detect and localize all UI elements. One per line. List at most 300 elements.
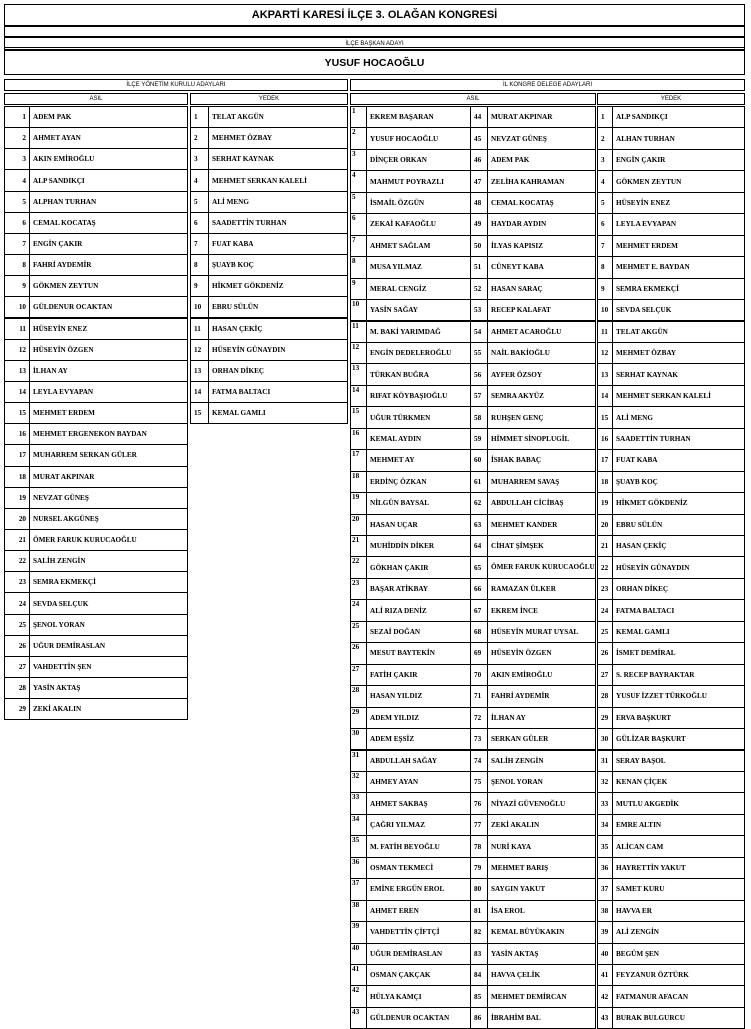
candidate-name: ŞENOL YORAN	[29, 614, 188, 636]
president-caption: İLÇE BAŞKAN ADAYI	[4, 37, 745, 50]
row-number: 37	[350, 878, 367, 900]
candidate-name: M. FATİH BEYOĞLU	[366, 835, 471, 857]
candidate-name: İSHAK BABAÇ	[487, 449, 596, 471]
candidate-name: ŞENOL YORAN	[487, 771, 596, 793]
candidate-name: HAVVA ER	[612, 900, 745, 922]
candidate-name: FEYZANUR ÖZTÜRK	[612, 964, 745, 986]
row-number: 64	[470, 535, 488, 557]
candidate-name: SERAY BAŞOL	[612, 750, 745, 772]
row-number: 19	[350, 492, 367, 514]
row-number: 15	[350, 406, 367, 428]
row-number: 83	[470, 943, 488, 965]
candidate-name: İLHAN AY	[487, 707, 596, 729]
candidate-name: FAHRİ AYDEMİR	[487, 685, 596, 707]
row-number: 6	[4, 212, 30, 234]
row-number: 70	[470, 664, 488, 686]
row-number: 38	[350, 900, 367, 922]
row-number: 35	[350, 835, 367, 857]
row-number: 8	[190, 254, 209, 276]
row-number: 41	[597, 964, 613, 986]
row-number: 23	[350, 578, 367, 600]
row-number: 1	[4, 106, 30, 128]
candidate-name: AYFER ÖZSOY	[487, 363, 596, 385]
row-number: 28	[597, 685, 613, 707]
row-number: 10	[190, 296, 209, 318]
candidate-name: KEMAL BÜYÜKAKIN	[487, 921, 596, 943]
candidate-name: SERHAT KAYNAK	[208, 148, 348, 170]
candidate-name: MUHİDDİN DİKER	[366, 535, 471, 557]
candidate-name: FUAT KABA	[612, 449, 745, 471]
candidate-name: HÜSEYİN ENEZ	[612, 192, 745, 214]
candidate-name: ENGİN ÇAKIR	[29, 233, 188, 255]
candidate-name: ŞUAYB KOÇ	[612, 471, 745, 493]
candidate-name: ÖMER FARUK KURUCAOĞLU	[487, 556, 596, 578]
candidate-name: RAMAZAN ÜLKER	[487, 578, 596, 600]
row-number: 13	[597, 363, 613, 385]
candidate-name: HASAN SARAÇ	[487, 278, 596, 300]
row-number: 38	[597, 900, 613, 922]
row-number: 67	[470, 599, 488, 621]
row-number: 35	[597, 835, 613, 857]
row-number: 23	[597, 578, 613, 600]
candidate-name: TELAT AKGÜN	[208, 106, 348, 128]
row-number: 11	[350, 321, 367, 343]
row-number: 33	[350, 792, 367, 814]
candidate-name: KEMAL AYDIN	[366, 428, 471, 450]
candidate-name: İSMET DEMİRAL	[612, 642, 745, 664]
candidate-name: GÖKMEN ZEYTUN	[612, 170, 745, 192]
candidate-name: VAHDETTİN ÇİFTÇİ	[366, 921, 471, 943]
row-number: 86	[470, 1007, 488, 1029]
row-number: 21	[597, 535, 613, 557]
row-number: 71	[470, 685, 488, 707]
row-number: 24	[4, 592, 30, 614]
row-number: 21	[4, 529, 30, 551]
candidate-name: HAYDAR AYDIN	[487, 213, 596, 235]
row-number: 19	[597, 492, 613, 514]
row-number: 30	[350, 728, 367, 750]
row-number: 5	[597, 192, 613, 214]
candidate-name: MEHMET E. BAYDAN	[612, 256, 745, 278]
candidate-name: HÜSEYİN ÖZGEN	[487, 642, 596, 664]
candidate-name: FATİH ÇAKIR	[366, 664, 471, 686]
row-number: 44	[470, 106, 488, 128]
row-number: 27	[350, 664, 367, 686]
candidate-name: MEHMET SERKAN KALELİ	[208, 169, 348, 191]
row-number: 28	[350, 685, 367, 707]
row-number: 12	[190, 339, 209, 361]
row-number: 8	[597, 256, 613, 278]
candidate-name: HAVVA ÇELİK	[487, 964, 596, 986]
row-number: 12	[4, 339, 30, 361]
row-number: 3	[350, 149, 367, 171]
il-yedek-header: YEDEK	[597, 93, 745, 105]
candidate-name: MEHMET KANDER	[487, 514, 596, 536]
candidate-name: LEYLA EVYAPAN	[29, 381, 188, 403]
candidate-name: FUAT KABA	[208, 233, 348, 255]
row-number: 79	[470, 857, 488, 879]
candidate-name: FATMANUR AFACAN	[612, 985, 745, 1007]
row-number: 48	[470, 192, 488, 214]
ilce-yedek-header: YEDEK	[190, 93, 348, 105]
candidate-name: SEMRA EKMEKÇİ	[29, 571, 188, 593]
row-number: 39	[350, 921, 367, 943]
row-number: 7	[597, 235, 613, 257]
candidate-name: SALİH ZENGİN	[29, 550, 188, 572]
blank-row	[4, 26, 745, 37]
candidate-name: HİKMET GÖKDENİZ	[208, 275, 348, 297]
il-caption: İL KONGRE DELEGE ADAYLARI	[350, 79, 745, 91]
candidate-name: GÜLDENUR OCAKTAN	[29, 296, 188, 318]
row-number: 11	[4, 318, 30, 340]
row-number: 59	[470, 428, 488, 450]
row-number: 19	[4, 487, 30, 509]
row-number: 14	[4, 381, 30, 403]
row-number: 43	[350, 1007, 367, 1029]
candidate-name: LEYLA EVYAPAN	[612, 213, 745, 235]
candidate-name: YUSUF HOCAOĞLU	[366, 127, 471, 149]
row-number: 4	[350, 170, 367, 192]
candidate-name: YASİN SAĞAY	[366, 299, 471, 321]
candidate-name: AHMET SAĞLAM	[366, 235, 471, 257]
row-number: 25	[350, 621, 367, 643]
row-number: 84	[470, 964, 488, 986]
candidate-name: AKIN EMİROĞLU	[487, 664, 596, 686]
row-number: 81	[470, 900, 488, 922]
candidate-name: HİMMET SİNOPLUGİL	[487, 428, 596, 450]
row-number: 27	[4, 656, 30, 678]
candidate-name: S. RECEP BAYRAKTAR	[612, 664, 745, 686]
row-number: 15	[597, 406, 613, 428]
row-number: 65	[470, 556, 488, 578]
candidate-name: ŞUAYB KOÇ	[208, 254, 348, 276]
candidate-name: SERKAN GÜLER	[487, 728, 596, 750]
candidate-name: EBRU SÜLÜN	[208, 296, 348, 318]
candidate-name: HÜSEYİN ENEZ	[29, 318, 188, 340]
row-number: 8	[4, 254, 30, 276]
candidate-name: ZEKİ AKALIN	[29, 698, 188, 720]
row-number: 26	[597, 642, 613, 664]
row-number: 2	[190, 127, 209, 149]
row-number: 21	[350, 535, 367, 557]
row-number: 78	[470, 835, 488, 857]
candidate-name: RECEP KALAFAT	[487, 299, 596, 321]
candidate-name: SEZAİ DOĞAN	[366, 621, 471, 643]
candidate-name: GÜLİZAR BAŞKURT	[612, 728, 745, 750]
candidate-name: İLHAN AY	[29, 360, 188, 382]
candidate-name: KENAN ÇİÇEK	[612, 771, 745, 793]
row-number: 1	[597, 106, 613, 128]
row-number: 5	[4, 191, 30, 213]
candidate-name: SAADETTİN TURHAN	[208, 212, 348, 234]
row-number: 13	[190, 360, 209, 382]
row-number: 6	[190, 212, 209, 234]
candidate-name: MERAL CENGİZ	[366, 278, 471, 300]
row-number: 22	[597, 556, 613, 578]
row-number: 68	[470, 621, 488, 643]
candidate-name: OSMAN ÇAKÇAK	[366, 964, 471, 986]
candidate-name: İSMAİL ÖZGÜN	[366, 192, 471, 214]
candidate-name: ALPHAN TURHAN	[29, 191, 188, 213]
candidate-name: SALİH ZENGİN	[487, 750, 596, 772]
row-number: 42	[350, 985, 367, 1007]
candidate-name: HASAN ÇEKİÇ	[612, 535, 745, 557]
row-number: 34	[597, 814, 613, 836]
row-number: 63	[470, 514, 488, 536]
row-number: 4	[4, 169, 30, 191]
candidate-name: HASAN ÇEKİÇ	[208, 318, 348, 340]
candidate-name: KEMAL GAMLI	[612, 621, 745, 643]
candidate-name: ZEKAİ KAFAOĞLU	[366, 213, 471, 235]
candidate-name: HASAN YILDIZ	[366, 685, 471, 707]
candidate-name: AHMET EREN	[366, 900, 471, 922]
candidate-name: FAHRİ AYDEMİR	[29, 254, 188, 276]
row-number: 60	[470, 449, 488, 471]
candidate-name: MUTLU AKGEDİK	[612, 792, 745, 814]
row-number: 17	[597, 449, 613, 471]
ilce-caption: İLÇE YÖNETİM KURULU ADAYLARI	[4, 79, 348, 91]
candidate-name: ZELİHA KAHRAMAN	[487, 170, 596, 192]
candidate-name: MEHMET DEMİRCAN	[487, 985, 596, 1007]
candidate-name: NİYAZİ GÜVENOĞLU	[487, 792, 596, 814]
candidate-name: NURSEL AKGÜNEŞ	[29, 508, 188, 530]
candidate-name: ADEM EŞSİZ	[366, 728, 471, 750]
candidate-name: HÜLYA KAMÇI	[366, 985, 471, 1007]
candidate-name: İBRAHİM BAL	[487, 1007, 596, 1029]
row-number: 53	[470, 299, 488, 321]
row-number: 32	[597, 771, 613, 793]
row-number: 17	[4, 444, 30, 466]
row-number: 31	[350, 750, 367, 772]
candidate-name: MURAT AKPINAR	[487, 106, 596, 128]
row-number: 18	[597, 471, 613, 493]
candidate-name: ALHAN TURHAN	[612, 127, 745, 149]
row-number: 2	[4, 127, 30, 149]
row-number: 4	[597, 170, 613, 192]
candidate-name: NAİL BAKİOĞLU	[487, 342, 596, 364]
candidate-name: CİHAT ŞİMŞEK	[487, 535, 596, 557]
row-number: 7	[4, 233, 30, 255]
row-number: 73	[470, 728, 488, 750]
row-number: 9	[4, 275, 30, 297]
row-number: 36	[350, 857, 367, 879]
row-number: 29	[350, 707, 367, 729]
row-number: 20	[597, 514, 613, 536]
row-number: 13	[4, 360, 30, 382]
row-number: 23	[4, 571, 30, 593]
row-number: 40	[350, 943, 367, 965]
row-number: 25	[597, 621, 613, 643]
row-number: 26	[4, 635, 30, 657]
candidate-name: MEHMET ÖZBAY	[208, 127, 348, 149]
candidate-name: MEHMET SERKAN KALELİ	[612, 385, 745, 407]
candidate-name: GÖKHAN ÇAKIR	[366, 556, 471, 578]
row-number: 18	[350, 471, 367, 493]
candidate-name: EKREM BAŞARAN	[366, 106, 471, 128]
row-number: 39	[597, 921, 613, 943]
candidate-name: UĞUR TÜRKMEN	[366, 406, 471, 428]
row-number: 24	[597, 599, 613, 621]
row-number: 55	[470, 342, 488, 364]
row-number: 13	[350, 363, 367, 385]
candidate-name: SERHAT KAYNAK	[612, 363, 745, 385]
row-number: 37	[597, 878, 613, 900]
row-number: 14	[597, 385, 613, 407]
candidate-name: ZEKİ AKALIN	[487, 814, 596, 836]
candidate-name: ALP SANDIKÇI	[29, 169, 188, 191]
candidate-name: ENGİN ÇAKIR	[612, 149, 745, 171]
candidate-name: AHMEY AYAN	[366, 771, 471, 793]
candidate-name: UĞUR DEMİRASLAN	[29, 635, 188, 657]
candidate-name: HÜSEYİN MURAT UYSAL	[487, 621, 596, 643]
ilce-asil-header: ASIL	[4, 93, 188, 105]
row-number: 16	[4, 423, 30, 445]
row-number: 45	[470, 127, 488, 149]
row-number: 85	[470, 985, 488, 1007]
candidate-name: NEVZAT GÜNEŞ	[29, 487, 188, 509]
candidate-name: FATMA BALTACI	[612, 599, 745, 621]
row-number: 7	[350, 235, 367, 257]
candidate-name: RIFAT KÖYBAŞIOĞLU	[366, 385, 471, 407]
candidate-name: İLYAS KAPISIZ	[487, 235, 596, 257]
candidate-name: ERVA BAŞKURT	[612, 707, 745, 729]
row-number: 18	[4, 466, 30, 488]
row-number: 7	[190, 233, 209, 255]
candidate-name: ORHAN DİKEÇ	[612, 578, 745, 600]
candidate-name: ÖMER FARUK KURUCAOĞLU	[29, 529, 188, 551]
row-number: 31	[597, 750, 613, 772]
row-number: 4	[190, 169, 209, 191]
row-number: 66	[470, 578, 488, 600]
candidate-name: NEVZAT GÜNEŞ	[487, 127, 596, 149]
il-asil-header: ASIL	[350, 93, 596, 105]
candidate-name: ORHAN DİKEÇ	[208, 360, 348, 382]
row-number: 25	[4, 614, 30, 636]
candidate-name: ALİ MENG	[612, 406, 745, 428]
candidate-name: AHMET SAKBAŞ	[366, 792, 471, 814]
candidate-name: MEHMET ERDEM	[29, 402, 188, 424]
candidate-name: AHMET AYAN	[29, 127, 188, 149]
candidate-name: EMİNE ERGÜN EROL	[366, 878, 471, 900]
row-number: 75	[470, 771, 488, 793]
candidate-name: CEMAL KOCATAŞ	[29, 212, 188, 234]
candidate-name: SAADETTİN TURHAN	[612, 428, 745, 450]
candidate-name: OSMAN TEKMECİ	[366, 857, 471, 879]
row-number: 9	[597, 278, 613, 300]
candidate-name: CÜNEYT KABA	[487, 256, 596, 278]
row-number: 9	[190, 275, 209, 297]
candidate-name: YASİN AKTAŞ	[487, 943, 596, 965]
row-number: 24	[350, 599, 367, 621]
row-number: 6	[350, 213, 367, 235]
row-number: 82	[470, 921, 488, 943]
candidate-name: NURİ KAYA	[487, 835, 596, 857]
row-number: 58	[470, 406, 488, 428]
candidate-name: ALİCAN CAM	[612, 835, 745, 857]
row-number: 41	[350, 964, 367, 986]
row-number: 16	[350, 428, 367, 450]
candidate-name: ALP SANDIKÇI	[612, 106, 745, 128]
row-number: 47	[470, 170, 488, 192]
candidate-name: RUHŞEN GENÇ	[487, 406, 596, 428]
candidate-name: ÇAĞRI YILMAZ	[366, 814, 471, 836]
row-number: 51	[470, 256, 488, 278]
candidate-name: FATMA BALTACI	[208, 381, 348, 403]
row-number: 29	[4, 698, 30, 720]
candidate-name: ABDULLAH CİCİBAŞ	[487, 492, 596, 514]
row-number: 3	[597, 149, 613, 171]
row-number: 36	[597, 857, 613, 879]
row-number: 12	[597, 342, 613, 364]
candidate-name: MEHMET ERGENEKON BAYDAN	[29, 423, 188, 445]
candidate-name: EBRU SÜLÜN	[612, 514, 745, 536]
row-number: 22	[4, 550, 30, 572]
candidate-name: SAYGIN YAKUT	[487, 878, 596, 900]
candidate-name: İSA EROL	[487, 900, 596, 922]
candidate-name: TELAT AKGÜN	[612, 321, 745, 343]
candidate-name: ADEM YILDIZ	[366, 707, 471, 729]
president-name: YUSUF HOCAOĞLU	[4, 50, 745, 75]
row-number: 28	[4, 677, 30, 699]
document-title: AKPARTİ KARESİ İLÇE 3. OLAĞAN KONGRESİ	[4, 4, 745, 26]
candidate-name: M. BAKİ YARIMDAĞ	[366, 321, 471, 343]
candidate-name: SEMRA AKYÜZ	[487, 385, 596, 407]
row-number: 14	[190, 381, 209, 403]
candidate-name: MAHMUT POYRAZLI	[366, 170, 471, 192]
candidate-name: NİLGÜN BAYSAL	[366, 492, 471, 514]
row-number: 1	[190, 106, 209, 128]
candidate-name: EKREM İNCE	[487, 599, 596, 621]
candidate-name: BEGÜM ŞEN	[612, 943, 745, 965]
candidate-name: MEHMET ÖZBAY	[612, 342, 745, 364]
row-number: 2	[350, 127, 367, 149]
candidate-name: CEMAL KOCATAŞ	[487, 192, 596, 214]
candidate-name: SEMRA EKMEKÇİ	[612, 278, 745, 300]
row-number: 57	[470, 385, 488, 407]
row-number: 8	[350, 256, 367, 278]
candidate-name: BAŞAR ATİKBAY	[366, 578, 471, 600]
candidate-name: AKIN EMİROĞLU	[29, 148, 188, 170]
candidate-name: VAHDETTİN ŞEN	[29, 656, 188, 678]
candidate-name: ADEM PAK	[29, 106, 188, 128]
candidate-name: HÜSEYİN GÜNAYDIN	[612, 556, 745, 578]
row-number: 34	[350, 814, 367, 836]
candidate-name: AHMET ACAROĞLU	[487, 321, 596, 343]
row-number: 29	[597, 707, 613, 729]
candidate-name: UĞUR DEMİRASLAN	[366, 943, 471, 965]
candidate-name: SEVDA SELÇUK	[612, 299, 745, 321]
row-number: 49	[470, 213, 488, 235]
candidate-name: SEVDA SELÇUK	[29, 592, 188, 614]
row-number: 22	[350, 556, 367, 578]
candidate-name: GÜLDENUR OCAKTAN	[366, 1007, 471, 1029]
row-number: 10	[4, 296, 30, 318]
row-number: 42	[597, 985, 613, 1007]
row-number: 2	[597, 127, 613, 149]
candidate-name: HİKMET GÖKDENİZ	[612, 492, 745, 514]
candidate-name: ERDİNÇ ÖZKAN	[366, 471, 471, 493]
row-number: 26	[350, 642, 367, 664]
candidate-name: ENGİN DEDELEROĞLU	[366, 342, 471, 364]
candidate-name: MUHARREM SAVAŞ	[487, 471, 596, 493]
row-number: 43	[597, 1007, 613, 1029]
candidate-name: YUSUF İZZET TÜRKOĞLU	[612, 685, 745, 707]
row-number: 56	[470, 363, 488, 385]
row-number: 6	[597, 213, 613, 235]
candidate-name: EMRE ALTIN	[612, 814, 745, 836]
row-number: 62	[470, 492, 488, 514]
candidate-name: BURAK BULGURCU	[612, 1007, 745, 1029]
